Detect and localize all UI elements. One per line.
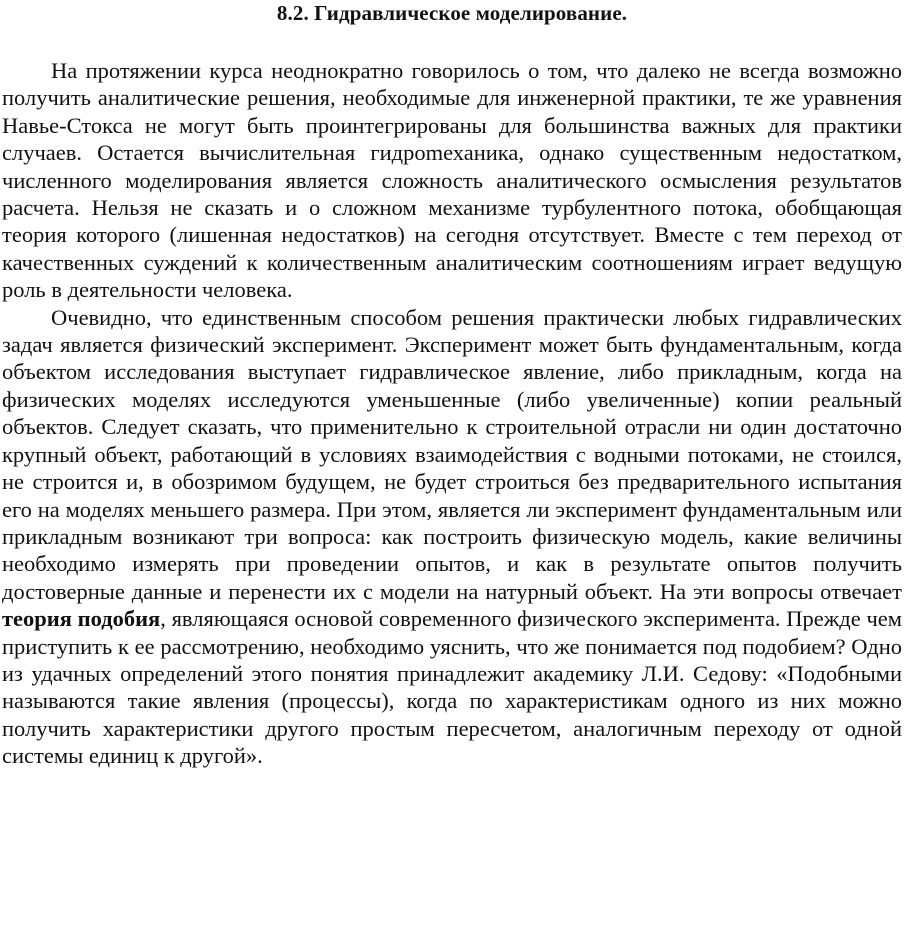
bold-term-similarity-theory: теория подобия: [2, 606, 161, 632]
section-heading: 8.2. Гидравлическое моделирование.: [276, 1, 628, 25]
document-page: [2, 0, 902, 770]
paragraph-experiment-text-start: Очевидно, что единственным способом решения практически любых гидравлических задач является физический эксперимент. Эксперимент может быть фундаментальным, когда объектом исследования выступает гидравлическое явление, либо прикладным, когда на физических моделях исследуются уменьшенные (либо увеличенные) копии реальный объектов. Следует сказать, что применительно к строительной отрасли ни один достаточно крупный объект, работающий в условиях взаимодействия с водными потоками, не стоился, не строится и, в обозримом будущем, не будет строиться без предварительного испытания его на моделях меньшего размера. При этом, является ли эксперимент фундаментальным или прикладным возникают три вопроса: как построить физическую модель, какие величины необходимо измерять при проведении опытов, и как в результате опытов получить достоверные данные и перенести их с модели на натурный объект. На эти вопросы отвечает: [2, 304, 902, 604]
paragraph-intro: На протяжении курса неоднократно говорилось о том, что далеко не всегда возможно получить аналитические решения, необходимые для инженерной практики, те же уравнения Навье-Стокса не могут быть проинтегрированы для большинства важных для практики случаев. Остается вычислительная гидроmеханика, однако существенным недостатком, численного моделирования является сложность аналитического осмысления результатов расчета. Нельзя не сказать и о сложном механизме турбулентного потока, обобщающая теория которого (лишенная недостатков) на сегодня отсутствует. Вместе с тем переход от качественных суждений к количественным аналитическим соотношениям играет ведущую роль в деятельности человека.: [2, 58, 902, 303]
paragraph-experiment-text-end: , являющаяся основой современного физического эксперимента. Прежде чем приступить к ее рассмотрению, необходимо уяснить, что же понимается под подобием? Одно из удачных определений этого понятия принадлежит академику Л.И. Седову: «Подобными называются такие явления (процессы), когда по характеристикам одного из них можно получить характеристики другого простым пересчетом, аналогичным переходу от одной системы единиц к другой».: [2, 606, 902, 769]
paragraph-experiment: [2, 304, 902, 770]
